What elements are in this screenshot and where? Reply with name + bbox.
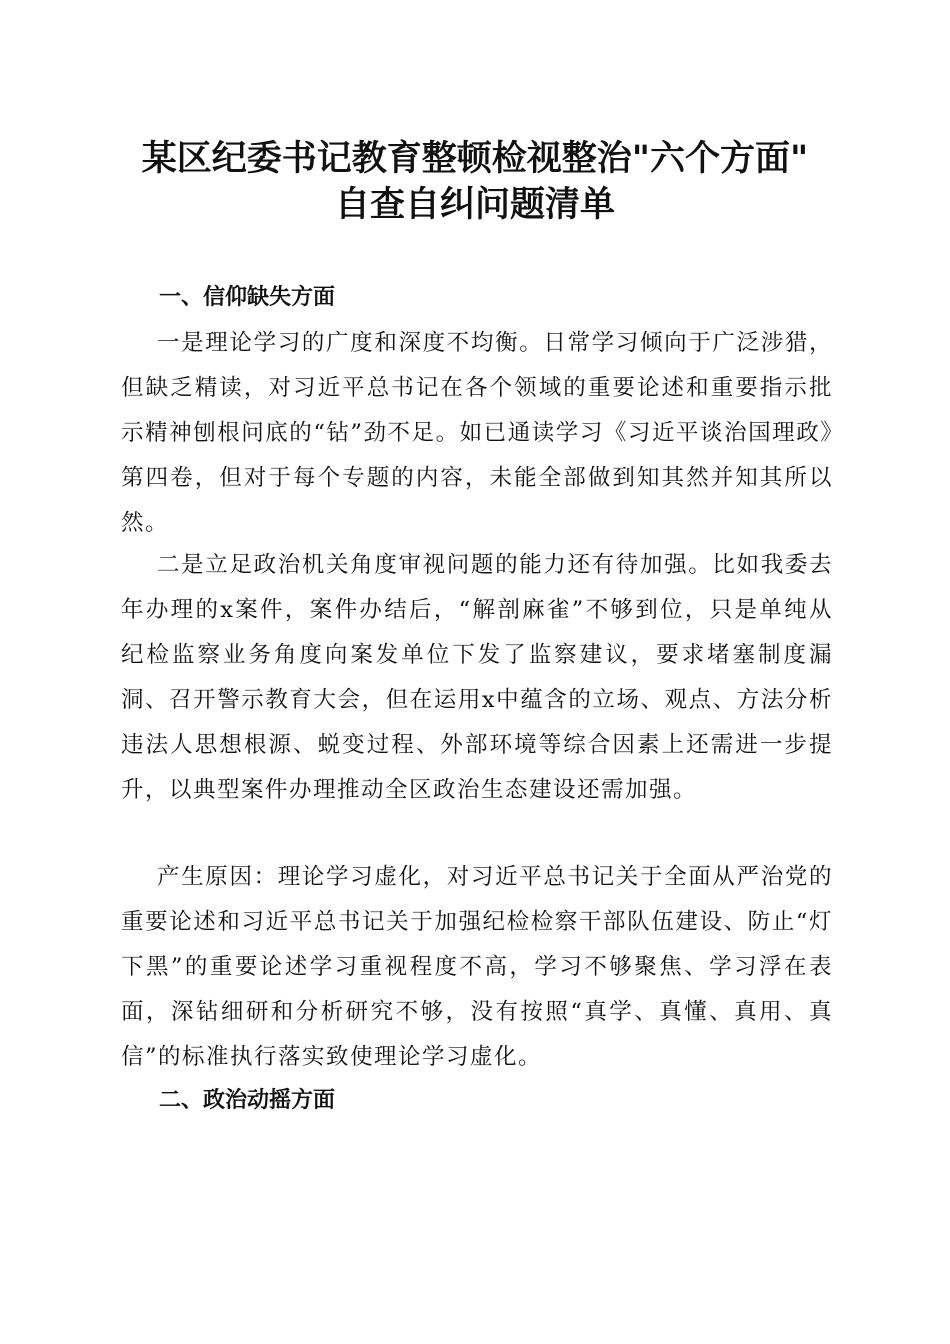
section-heading-1: 一、信仰缺失方面	[159, 285, 336, 310]
section-heading-2: 二、政治动摇方面	[159, 1088, 336, 1113]
document-title-line-1: 某区纪委书记教育整顿检视整治"六个方面"	[141, 138, 809, 179]
document-title-line-2: 自查自纠问题清单	[334, 184, 615, 225]
section-1-paragraph-3: 产生原因：理论学习虚化，对习近平总书记关于全面从严治党的重要论述和习近平总书记关于加强纪检检察干部队伍建设、防止“灯下黑”的重要论述学习重视程度不高，学习不够聚焦、学习浮在表面，深钻细研和分析研究不够，没有按照“真学、真懂、真用、真信”的标准执行落实致使理论学习虚化。	[121, 864, 833, 1070]
section-1-paragraph-1: 一是理论学习的广度和深度不均衡。日常学习倾向于广泛涉猎，但缺乏精读，对习近平总书记在各个领域的重要论述和重要指示批示精神刨根问底的“钻”劲不足。如已通读学习《习近平谈治国理政》第四卷，但对于每个专题的内容，未能全部做到知其然并知其所以然。	[121, 330, 833, 536]
section-1-paragraph-2: 二是立足政治机关角度审视问题的能力还有待加强。比如我委去年办理的x案件，案件办结后，“解剖麻雀”不够到位，只是单纯从纪检监察业务角度向案发单位下发了监察建议，要求堵塞制度漏洞、召开警示教育大会，但在运用x中蕴含的立场、观点、方法分析违法人思想根源、蜕变过程、外部环境等综合因素上还需进一步提升，以典型案件办理推动全区政治生态建设还需加强。	[121, 552, 833, 803]
